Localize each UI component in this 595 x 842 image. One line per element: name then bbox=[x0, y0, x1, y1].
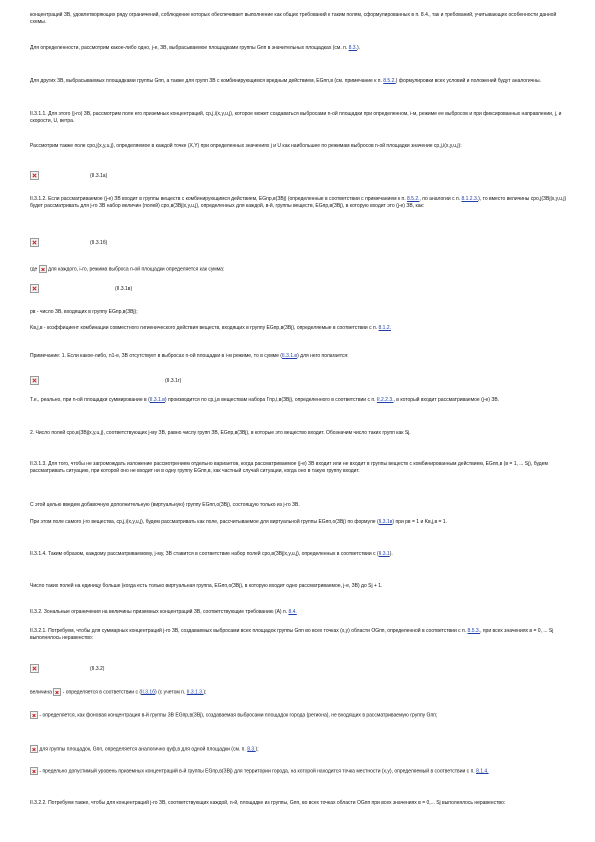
link-8-5-2[interactable]: 8.5.2. bbox=[383, 78, 396, 84]
link-II-3-1v[interactable]: II.3.1.в bbox=[281, 353, 298, 359]
paragraph: II.3.1.4. Таким образом, каждому рассматриваемому, j-му, ЗВ ставится в соответствие набор полей cpo,в(ЗВj|x,y,u,j), определенных в соответствии с (II.3.1). bbox=[30, 551, 393, 557]
broken-image-icon bbox=[30, 284, 39, 293]
paragraph: концентраций ЗВ, удовлетворяющих ряду ограничений, соблюдение которых обеспечивает выполнение как общих требований к таким полям, сформулированных в п. 8.4., так и требований, учитывающих особенности данной схемы. bbox=[30, 12, 557, 25]
link-8-1-4[interactable]: 8.1.4. bbox=[476, 768, 489, 775]
paragraph: II.3.2. Зональные ограничения на величины приземных концентраций ЗВ, соответствующие требованию (А) п. 8.4. bbox=[30, 609, 297, 615]
link-8-3[interactable]: 8.3. bbox=[348, 45, 357, 51]
paragraph: для группы площадок, Gпп, определяется аналогично qуф,в для одной площадки (см. п. 8.3.); bbox=[30, 745, 570, 753]
link-8-5-3[interactable]: 8.5.3. bbox=[467, 628, 481, 634]
link-II-2-2-3[interactable]: II.2.2.3. bbox=[376, 397, 394, 403]
paragraph: При этом поле самого j-го вещества, cp,j,i(x,y,u,j), будем рассматривать как поле, рассчитываемое для виртуальной группы EGпп,о(ЗВj) по формуле (II.3.1в) при рв = 1 и Kв,j,в = 1. bbox=[30, 519, 448, 525]
link-II-3-1b[interactable]: II.3.1б bbox=[141, 689, 156, 696]
broken-image-icon bbox=[30, 376, 39, 385]
paragraph: рв - число ЗВ, входящих в группу EGпр,в(ЗВj); bbox=[30, 309, 138, 315]
formula-II-3-1b bbox=[30, 238, 570, 250]
paragraph: - определяется, как фоновая концентрация в-й группы ЗВ EGпр,в(ЗВj), создаваемая выбросами площадок города (региона), не входящих в рассматриваемую группу Gпп; bbox=[30, 711, 570, 719]
paragraph: Для определенности, рассмотрим какое-либо одно, j-е, ЗВ, выбрасываемое площадками группы Gпп в значительных площадках (см. п. 8.3.). bbox=[30, 45, 360, 51]
link-8-1-2-3[interactable]: 8.1.2.3. bbox=[461, 196, 479, 202]
paragraph: Число таких полей на единицу больше (когда есть только виртуальная группа, EGпп,о(ЗВj), в которую входит одно рассматриваемое, j-е, ЗВ) до Sj + 1. bbox=[30, 583, 383, 589]
formula-II-3-2 bbox=[30, 664, 570, 676]
paragraph: Для других ЗВ, выбрасываемых площадками группы Gпп, а также для групп ЗВ с комбинирующимся вредным действием, EGпп,в (см. примечание к п. 8.5.2.) формулировки всех условий и положений будут аналогичны. bbox=[30, 78, 542, 84]
formula-II-3-1a bbox=[30, 171, 570, 183]
equation-number: (II.3.1г) bbox=[165, 378, 182, 384]
broken-image-icon bbox=[30, 664, 39, 673]
link-8-4[interactable]: 8.4. bbox=[288, 609, 297, 615]
broken-image-icon bbox=[39, 265, 47, 273]
paragraph: II.3.2.2. Потребуем также, чтобы для концентраций j-го ЗВ, соответствующих каждой, n-й, площадке из группы, Gпп, во всех точках области ОGпп при всех значениях в = 0,... Sj выполнялось неравенство: bbox=[30, 800, 506, 806]
paragraph: Рассмотрим также поле cpo,j(x,y,u,j), определяемое в каждой точке (X,Y) при определенных значениях j и U как наибольшее по режимам выбросов n-ой площадки значение cp,j,i(x,y,u,j): bbox=[30, 143, 462, 149]
equation-number: (II.3.1а) bbox=[90, 173, 108, 179]
formula-II-3-1g bbox=[30, 376, 570, 388]
paragraph: величина - определяется в соответствии с (II.3.1б) (с учетом п. II.3.1.3.); bbox=[30, 689, 207, 696]
paragraph: С этой целью введем добавочную дополнительную (виртуальную) группу EGпп,о(ЗВj), состоящую только из j-го ЗВ. bbox=[30, 502, 300, 508]
link-II-3-1v[interactable]: II.3.1в bbox=[378, 519, 393, 525]
equation-number: (II.3.1в) bbox=[115, 286, 133, 292]
formula-II-3-1v bbox=[30, 284, 570, 296]
paragraph: II.3.1.1. Для этого (j-го) ЗВ, рассмотрим поле его приземных концентраций, cp,j,i(x,y,u,j), которое может создаваться выбросами n-ой площадки при определенном, i-м, режиме ее выбросов и при фиксированных направлении, j, и скорости, U, ветра. bbox=[30, 111, 562, 124]
link-II-3-1[interactable]: II.3.1 bbox=[378, 551, 390, 557]
link-8-5-2[interactable]: 8.5.2. bbox=[407, 196, 420, 202]
link-II-3-1-3[interactable]: II.3.1.3. bbox=[186, 689, 204, 696]
paragraph: II.3.2.1. Потребуем, чтобы для суммарных концентраций j-го ЗВ, создаваемых выбросами всех площадок группы Gпп во всех точках (x,y) области ОGпп, определенной в соответствии с п. 8.5.3., при всех значениях в = 0, ... Sj выполнялось неравенство: bbox=[30, 628, 554, 641]
link-8-1-2[interactable]: 8.1.2. bbox=[378, 325, 392, 331]
paragraph: где для каждого, i-го, режима выброса n-ой площадки определяется как сумма: bbox=[30, 266, 225, 273]
paragraph: II.3.1.2. Если рассматриваемое (j-е) ЗВ входит в группы веществ с комбинирующимся действием, EGпр,в(ЗВj) (определенные в соответствии с примечанием к п. 8.5.2., по аналогии с п. 8.1.2.3.), то вместо величины cpo,j(ЗВj|x,y,u,j) будет рассматривать для j-го ЗВ набор величин (полей) cpo,в(ЗВj|x,y,u,j), определенных для каждой, в-й, группы веществ, EGпр,в(ЗВj), в которую входит это (j-е) ЗВ, как: bbox=[30, 196, 567, 209]
paragraph: II.3.1.3. Для того, чтобы не загромождать изложение рассмотрением отдельно вариантов, когда рассматриваемое (j-е) ЗВ входит или не входит в группы веществ с комбинированным действием, EGпп,в (в = 1, ... Sj), будем рассматривать ситуацию, при которой оно не входит ни в одну группу EGпп,в, как частный случай ситуации, когда оно в такую группу входит. bbox=[30, 461, 548, 474]
broken-image-icon bbox=[30, 171, 39, 180]
equation-number: (II.3.2) bbox=[90, 666, 105, 672]
broken-image-icon bbox=[30, 238, 39, 247]
equation-number: (II.3.1б) bbox=[90, 240, 108, 246]
paragraph: Kв,j,в - коэффициент комбинации совместного гигиенического действия веществ, входящих в группу EGпр,в(ЗВj), определяемые в соответствии с п. 8.1.2. bbox=[30, 325, 392, 331]
broken-image-icon bbox=[30, 767, 38, 775]
broken-image-icon bbox=[53, 688, 61, 696]
paragraph: 2. Число полей cpo,в(ЗВj|x,y,u,j), соответствующих j-му ЗВ, равно числу групп ЗВ, EGпр,в(ЗВj), в которые это вещество входит. Обозначим число таких групп как Sj. bbox=[30, 430, 411, 436]
paragraph: Т.е., реально, при n-ой площадки суммирование в (II.3.1.в) производится по cp,j,в веществам набора Гпр,i,в(ЗВj), определенного в соответствии с п. II.2.2.3., в который входит рассматриваемое (j-е) ЗВ. bbox=[30, 397, 500, 403]
broken-image-icon bbox=[30, 745, 38, 753]
paragraph: - предельно допустимый уровень приземных концентраций в-й группы EGпр,в(ЗВj) для территории города, на которой находится точка местности (x,y), определяемый в соответствии с п. 8.1.4. bbox=[30, 767, 570, 775]
paragraph: Примечание: 1. Если какое-либо, n1-е, ЗВ отсутствует в выбросах n-ой площадки в i-м режиме, то в сумме (II.3.1.в) для него полагается: bbox=[30, 353, 349, 359]
link-8-3[interactable]: 8.3. bbox=[247, 746, 256, 753]
broken-image-icon bbox=[30, 711, 38, 719]
link-II-3-1v[interactable]: II.3.1.в bbox=[149, 397, 165, 403]
